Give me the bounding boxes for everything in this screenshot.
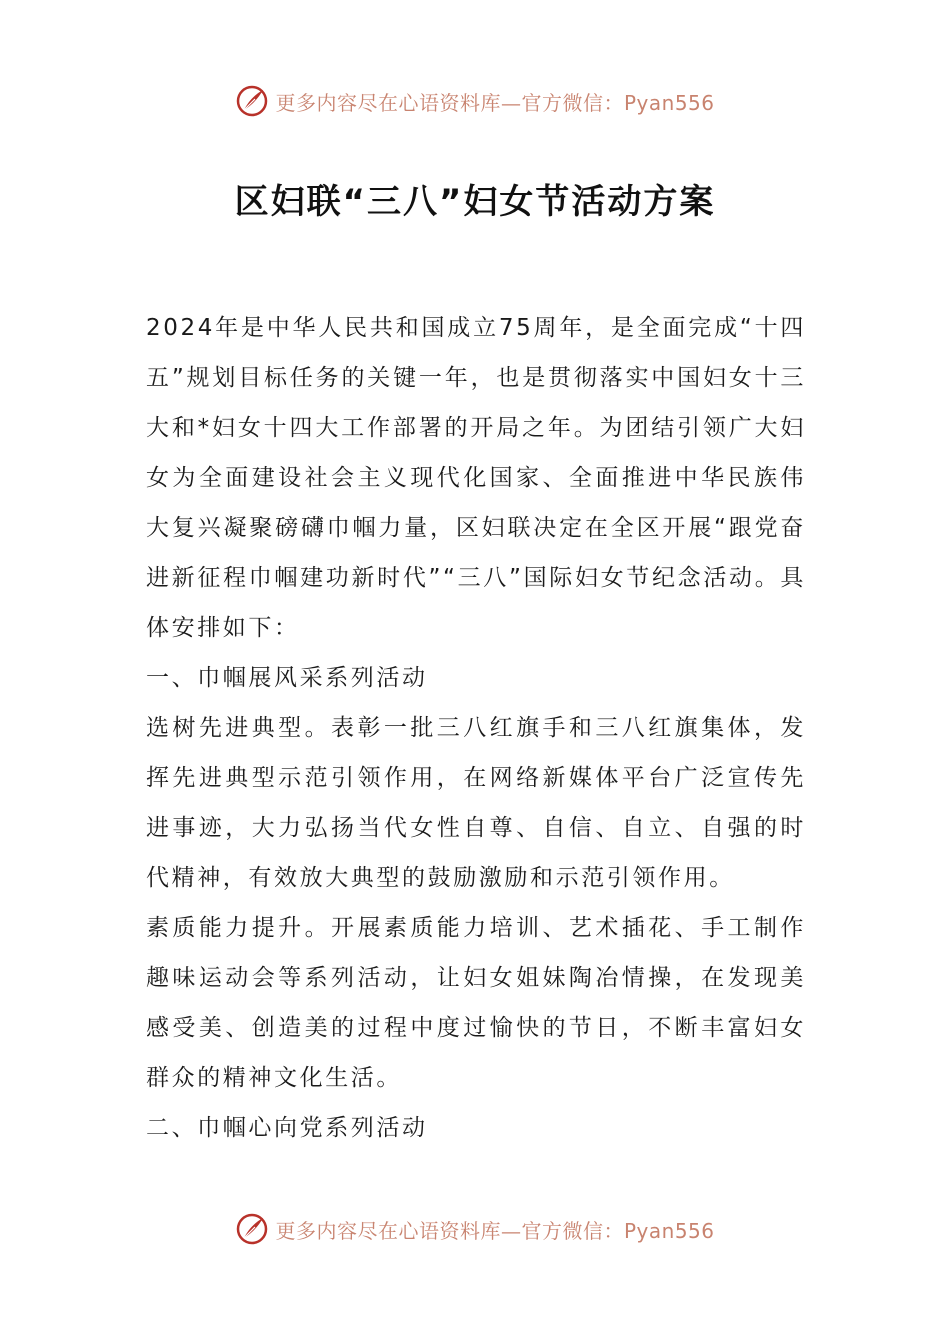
document-title: 区妇联“三八”妇女节活动方案 (234, 182, 716, 222)
quill-logo-icon (235, 84, 269, 118)
watermark-text: 更多内容尽在心语资料库—官方微信：Pyan556 (275, 1218, 715, 1243)
body-paragraph: 素质能力提升。开展素质能力培训、艺术插花、手工制作趣味运动会等系列活动，让妇女姐妹陶冶情操，在发现美感受美、创造美的过程中度过愉快的节日，不断丰富妇女群众的精神文化生活。 (146, 915, 806, 1091)
document-body (146, 303, 806, 1153)
intro-paragraph: 2024年是中华人民共和国成立75周年，是全面完成“十四五”规划目标任务的关键一年，也是贯彻落实中国妇女十三大和*妇女十四大工作部署的开局之年。为团结引领广大妇女为全面建设社会主义现代化国家、全面推进中华民族伟大复兴凝聚磅礴巾帼力量，区妇联决定在全区开展“跟党奋进新征程巾帼建功新时代”“三八”国际妇女节纪念活动。具体安排如下： (146, 315, 806, 641)
body-paragraph: 选树先进典型。表彰一批三八红旗手和三八红旗集体，发挥先进典型示范引领作用，在网络新媒体平台广泛宣传先进事迹，大力弘扬当代女性自尊、自信、自立、自强的时代精神，有效放大典型的鼓励激励和示范引领作用。 (146, 715, 806, 891)
quill-logo-icon (235, 1212, 269, 1246)
section-heading-1: 一、巾帼展风采系列活动 (146, 665, 428, 691)
header-watermark (0, 84, 950, 118)
footer-watermark (0, 1212, 950, 1246)
section-heading-2: 二、巾帼心向党系列活动 (146, 1115, 428, 1141)
watermark-text: 更多内容尽在心语资料库—官方微信：Pyan556 (275, 90, 715, 115)
